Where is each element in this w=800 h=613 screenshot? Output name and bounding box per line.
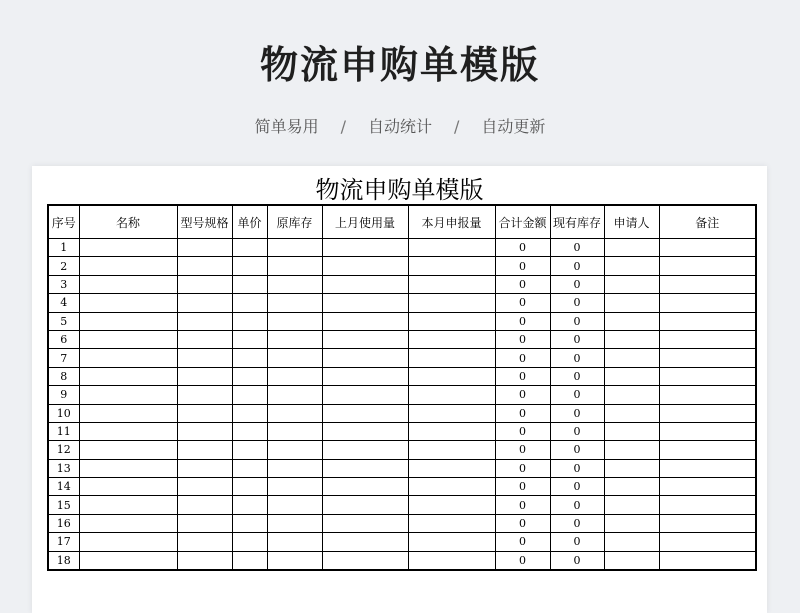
cell-this-month-request[interactable] bbox=[408, 386, 495, 404]
cell-model[interactable] bbox=[177, 441, 232, 459]
cell-original-stock[interactable] bbox=[267, 533, 322, 551]
cell-current-stock[interactable]: 0 bbox=[550, 422, 604, 440]
cell-total-amount[interactable]: 0 bbox=[495, 441, 550, 459]
cell-original-stock[interactable] bbox=[267, 257, 322, 275]
table-row bbox=[48, 514, 756, 532]
cell-original-stock[interactable] bbox=[267, 386, 322, 404]
cell-last-month-usage[interactable] bbox=[322, 367, 408, 385]
sheet-title: 物流申购单模版 bbox=[315, 176, 484, 204]
cell-current-stock[interactable]: 0 bbox=[550, 551, 604, 570]
cell-last-month-usage[interactable] bbox=[322, 514, 408, 532]
cell-applicant[interactable] bbox=[604, 349, 659, 367]
cell-total-amount[interactable]: 0 bbox=[495, 239, 550, 257]
cell-model[interactable] bbox=[177, 533, 232, 551]
cell-price[interactable] bbox=[232, 275, 267, 293]
cell-price[interactable] bbox=[232, 386, 267, 404]
cell-name[interactable] bbox=[79, 386, 177, 404]
cell-model[interactable] bbox=[177, 367, 232, 385]
table-row bbox=[48, 349, 756, 367]
cell-no[interactable]: 4 bbox=[48, 294, 79, 312]
cell-name[interactable] bbox=[79, 275, 177, 293]
cell-applicant[interactable] bbox=[604, 330, 659, 348]
cell-current-stock[interactable]: 0 bbox=[550, 367, 604, 385]
purchase-table bbox=[47, 204, 757, 571]
cell-no[interactable]: 11 bbox=[48, 422, 79, 440]
cell-model[interactable] bbox=[177, 478, 232, 496]
table-row bbox=[48, 459, 756, 477]
cell-this-month-request[interactable] bbox=[408, 404, 495, 422]
cell-total-amount[interactable]: 0 bbox=[495, 551, 550, 570]
cell-name[interactable] bbox=[79, 367, 177, 385]
cell-this-month-request[interactable] bbox=[408, 422, 495, 440]
cell-original-stock[interactable] bbox=[267, 330, 322, 348]
table-row bbox=[48, 239, 756, 257]
cell-model[interactable] bbox=[177, 551, 232, 570]
tag-separator: / bbox=[454, 117, 460, 136]
cell-applicant[interactable] bbox=[604, 441, 659, 459]
cell-model[interactable] bbox=[177, 349, 232, 367]
cell-applicant[interactable] bbox=[604, 496, 659, 514]
cell-name[interactable] bbox=[79, 459, 177, 477]
cell-remarks[interactable] bbox=[659, 257, 756, 275]
cell-last-month-usage[interactable] bbox=[322, 275, 408, 293]
cell-no[interactable]: 7 bbox=[48, 349, 79, 367]
cell-no[interactable]: 15 bbox=[48, 496, 79, 514]
col-header-last-month-usage[interactable]: 上月使用量 bbox=[322, 205, 408, 239]
cell-no[interactable]: 13 bbox=[48, 459, 79, 477]
cell-no[interactable]: 3 bbox=[48, 275, 79, 293]
cell-remarks[interactable] bbox=[659, 294, 756, 312]
cell-model[interactable] bbox=[177, 239, 232, 257]
cell-original-stock[interactable] bbox=[267, 367, 322, 385]
tagline bbox=[0, 114, 800, 137]
cell-applicant[interactable] bbox=[604, 514, 659, 532]
cell-current-stock[interactable]: 0 bbox=[550, 478, 604, 496]
cell-original-stock[interactable] bbox=[267, 514, 322, 532]
cell-total-amount[interactable]: 0 bbox=[495, 478, 550, 496]
cell-current-stock[interactable]: 0 bbox=[550, 514, 604, 532]
cell-remarks[interactable] bbox=[659, 533, 756, 551]
cell-no[interactable]: 2 bbox=[48, 257, 79, 275]
cell-remarks[interactable] bbox=[659, 551, 756, 570]
cell-total-amount[interactable]: 0 bbox=[495, 514, 550, 532]
cell-current-stock[interactable]: 0 bbox=[550, 294, 604, 312]
cell-price[interactable] bbox=[232, 441, 267, 459]
cell-last-month-usage[interactable] bbox=[322, 239, 408, 257]
cell-remarks[interactable] bbox=[659, 441, 756, 459]
cell-name[interactable] bbox=[79, 422, 177, 440]
cell-last-month-usage[interactable] bbox=[322, 349, 408, 367]
cell-no[interactable]: 14 bbox=[48, 478, 79, 496]
cell-applicant[interactable] bbox=[604, 422, 659, 440]
cell-price[interactable] bbox=[232, 422, 267, 440]
cell-current-stock[interactable]: 0 bbox=[550, 404, 604, 422]
cell-applicant[interactable] bbox=[604, 404, 659, 422]
cell-this-month-request[interactable] bbox=[408, 533, 495, 551]
cell-last-month-usage[interactable] bbox=[322, 257, 408, 275]
cell-this-month-request[interactable] bbox=[408, 441, 495, 459]
cell-original-stock[interactable] bbox=[267, 239, 322, 257]
cell-this-month-request[interactable] bbox=[408, 294, 495, 312]
cell-original-stock[interactable] bbox=[267, 275, 322, 293]
cell-original-stock[interactable] bbox=[267, 404, 322, 422]
cell-original-stock[interactable] bbox=[267, 441, 322, 459]
tag-easy: 简单易用 bbox=[254, 117, 319, 136]
cell-applicant[interactable] bbox=[604, 257, 659, 275]
cell-applicant[interactable] bbox=[604, 551, 659, 570]
cell-remarks[interactable] bbox=[659, 478, 756, 496]
col-header-model[interactable]: 型号规格 bbox=[177, 205, 232, 239]
cell-name[interactable] bbox=[79, 514, 177, 532]
table-row bbox=[48, 275, 756, 293]
cell-name[interactable] bbox=[79, 257, 177, 275]
cell-applicant[interactable] bbox=[604, 533, 659, 551]
table-row bbox=[48, 367, 756, 385]
cell-name[interactable] bbox=[79, 312, 177, 330]
cell-price[interactable] bbox=[232, 257, 267, 275]
cell-total-amount[interactable]: 0 bbox=[495, 367, 550, 385]
cell-total-amount[interactable]: 0 bbox=[495, 312, 550, 330]
col-header-original-stock[interactable]: 原库存 bbox=[267, 205, 322, 239]
cell-current-stock[interactable]: 0 bbox=[550, 496, 604, 514]
cell-price[interactable] bbox=[232, 478, 267, 496]
cell-this-month-request[interactable] bbox=[408, 330, 495, 348]
cell-current-stock[interactable]: 0 bbox=[550, 459, 604, 477]
header-row bbox=[48, 205, 756, 239]
cell-model[interactable] bbox=[177, 294, 232, 312]
table-row bbox=[48, 312, 756, 330]
cell-remarks[interactable] bbox=[659, 386, 756, 404]
cell-model[interactable] bbox=[177, 422, 232, 440]
table-row bbox=[48, 404, 756, 422]
cell-total-amount[interactable]: 0 bbox=[495, 257, 550, 275]
cell-this-month-request[interactable] bbox=[408, 367, 495, 385]
cell-original-stock[interactable] bbox=[267, 349, 322, 367]
cell-name[interactable] bbox=[79, 349, 177, 367]
cell-this-month-request[interactable] bbox=[408, 275, 495, 293]
cell-model[interactable] bbox=[177, 330, 232, 348]
cell-last-month-usage[interactable] bbox=[322, 441, 408, 459]
table-row bbox=[48, 478, 756, 496]
cell-total-amount[interactable]: 0 bbox=[495, 533, 550, 551]
cell-this-month-request[interactable] bbox=[408, 257, 495, 275]
cell-original-stock[interactable] bbox=[267, 312, 322, 330]
table-row bbox=[48, 330, 756, 348]
cell-no[interactable]: 5 bbox=[48, 312, 79, 330]
cell-last-month-usage[interactable] bbox=[322, 496, 408, 514]
cell-this-month-request[interactable] bbox=[408, 349, 495, 367]
cell-current-stock[interactable]: 0 bbox=[550, 257, 604, 275]
cell-this-month-request[interactable] bbox=[408, 239, 495, 257]
table-row bbox=[48, 257, 756, 275]
cell-model[interactable] bbox=[177, 459, 232, 477]
cell-original-stock[interactable] bbox=[267, 294, 322, 312]
cell-model[interactable] bbox=[177, 275, 232, 293]
cell-total-amount[interactable]: 0 bbox=[495, 404, 550, 422]
table-row bbox=[48, 422, 756, 440]
cell-price[interactable] bbox=[232, 330, 267, 348]
cell-price[interactable] bbox=[232, 312, 267, 330]
cell-last-month-usage[interactable] bbox=[322, 312, 408, 330]
cell-no[interactable]: 12 bbox=[48, 441, 79, 459]
cell-price[interactable] bbox=[232, 533, 267, 551]
col-header-applicant[interactable]: 申请人 bbox=[604, 205, 659, 239]
cell-remarks[interactable] bbox=[659, 330, 756, 348]
cell-total-amount[interactable]: 0 bbox=[495, 330, 550, 348]
cell-applicant[interactable] bbox=[604, 312, 659, 330]
col-header-no[interactable]: 序号 bbox=[48, 205, 79, 239]
cell-current-stock[interactable]: 0 bbox=[550, 330, 604, 348]
cell-this-month-request[interactable] bbox=[408, 551, 495, 570]
cell-model[interactable] bbox=[177, 257, 232, 275]
table-row bbox=[48, 551, 756, 570]
table-row bbox=[48, 294, 756, 312]
col-header-this-month-request[interactable]: 本月申报量 bbox=[408, 205, 495, 239]
cell-this-month-request[interactable] bbox=[408, 312, 495, 330]
cell-remarks[interactable] bbox=[659, 514, 756, 532]
cell-name[interactable] bbox=[79, 404, 177, 422]
cell-no[interactable]: 10 bbox=[48, 404, 79, 422]
cell-model[interactable] bbox=[177, 514, 232, 532]
cell-total-amount[interactable]: 0 bbox=[495, 422, 550, 440]
cell-total-amount[interactable]: 0 bbox=[495, 496, 550, 514]
cell-price[interactable] bbox=[232, 367, 267, 385]
cell-no[interactable]: 6 bbox=[48, 330, 79, 348]
cell-this-month-request[interactable] bbox=[408, 459, 495, 477]
cell-name[interactable] bbox=[79, 533, 177, 551]
cell-name[interactable] bbox=[79, 294, 177, 312]
cell-applicant[interactable] bbox=[604, 275, 659, 293]
cell-current-stock[interactable]: 0 bbox=[550, 533, 604, 551]
cell-total-amount[interactable]: 0 bbox=[495, 349, 550, 367]
cell-no[interactable]: 9 bbox=[48, 386, 79, 404]
cell-remarks[interactable] bbox=[659, 312, 756, 330]
cell-no[interactable]: 1 bbox=[48, 239, 79, 257]
cell-name[interactable] bbox=[79, 478, 177, 496]
cell-price[interactable] bbox=[232, 459, 267, 477]
cell-name[interactable] bbox=[79, 330, 177, 348]
cell-price[interactable] bbox=[232, 514, 267, 532]
tag-auto-stats: 自动统计 bbox=[367, 117, 432, 136]
cell-remarks[interactable] bbox=[659, 459, 756, 477]
cell-no[interactable]: 17 bbox=[48, 533, 79, 551]
cell-applicant[interactable] bbox=[604, 386, 659, 404]
spreadsheet-sheet bbox=[32, 166, 767, 613]
cell-remarks[interactable] bbox=[659, 496, 756, 514]
cell-no[interactable]: 16 bbox=[48, 514, 79, 532]
cell-last-month-usage[interactable] bbox=[322, 404, 408, 422]
cell-original-stock[interactable] bbox=[267, 422, 322, 440]
cell-current-stock[interactable]: 0 bbox=[550, 239, 604, 257]
cell-original-stock[interactable] bbox=[267, 496, 322, 514]
cell-total-amount[interactable]: 0 bbox=[495, 386, 550, 404]
cell-last-month-usage[interactable] bbox=[322, 459, 408, 477]
cell-total-amount[interactable]: 0 bbox=[495, 294, 550, 312]
cell-last-month-usage[interactable] bbox=[322, 294, 408, 312]
cell-price[interactable] bbox=[232, 239, 267, 257]
cell-current-stock[interactable]: 0 bbox=[550, 386, 604, 404]
cell-applicant[interactable] bbox=[604, 294, 659, 312]
page-title: 物流申购单模版 bbox=[259, 43, 540, 87]
cell-current-stock[interactable]: 0 bbox=[550, 312, 604, 330]
cell-remarks[interactable] bbox=[659, 422, 756, 440]
cell-last-month-usage[interactable] bbox=[322, 478, 408, 496]
table-row bbox=[48, 496, 756, 514]
col-header-price[interactable]: 单价 bbox=[232, 205, 267, 239]
cell-model[interactable] bbox=[177, 404, 232, 422]
table-row bbox=[48, 386, 756, 404]
cell-name[interactable] bbox=[79, 496, 177, 514]
cell-current-stock[interactable]: 0 bbox=[550, 349, 604, 367]
col-header-name[interactable]: 名称 bbox=[79, 205, 177, 239]
cell-original-stock[interactable] bbox=[267, 459, 322, 477]
cell-price[interactable] bbox=[232, 404, 267, 422]
cell-original-stock[interactable] bbox=[267, 551, 322, 570]
cell-this-month-request[interactable] bbox=[408, 496, 495, 514]
table-row bbox=[48, 533, 756, 551]
cell-remarks[interactable] bbox=[659, 239, 756, 257]
table-row bbox=[48, 441, 756, 459]
cell-model[interactable] bbox=[177, 496, 232, 514]
cell-last-month-usage[interactable] bbox=[322, 533, 408, 551]
cell-applicant[interactable] bbox=[604, 478, 659, 496]
cell-applicant[interactable] bbox=[604, 459, 659, 477]
cell-last-month-usage[interactable] bbox=[322, 551, 408, 570]
cell-remarks[interactable] bbox=[659, 275, 756, 293]
col-header-remarks[interactable]: 备注 bbox=[659, 205, 756, 239]
cell-total-amount[interactable]: 0 bbox=[495, 275, 550, 293]
cell-this-month-request[interactable] bbox=[408, 478, 495, 496]
cell-no[interactable]: 18 bbox=[48, 551, 79, 570]
cell-remarks[interactable] bbox=[659, 349, 756, 367]
cell-applicant[interactable] bbox=[604, 239, 659, 257]
cell-total-amount[interactable]: 0 bbox=[495, 459, 550, 477]
cell-remarks[interactable] bbox=[659, 367, 756, 385]
cell-price[interactable] bbox=[232, 349, 267, 367]
cell-price[interactable] bbox=[232, 496, 267, 514]
cell-last-month-usage[interactable] bbox=[322, 386, 408, 404]
col-header-current-stock[interactable]: 现有库存 bbox=[550, 205, 604, 239]
col-header-total-amount[interactable]: 合计金额 bbox=[495, 205, 550, 239]
cell-remarks[interactable] bbox=[659, 404, 756, 422]
cell-name[interactable] bbox=[79, 551, 177, 570]
cell-name[interactable] bbox=[79, 441, 177, 459]
cell-no[interactable]: 8 bbox=[48, 367, 79, 385]
cell-name[interactable] bbox=[79, 239, 177, 257]
cell-model[interactable] bbox=[177, 386, 232, 404]
tag-auto-update: 自动更新 bbox=[481, 117, 546, 136]
cell-current-stock[interactable]: 0 bbox=[550, 441, 604, 459]
cell-original-stock[interactable] bbox=[267, 478, 322, 496]
cell-model[interactable] bbox=[177, 312, 232, 330]
cell-applicant[interactable] bbox=[604, 367, 659, 385]
cell-last-month-usage[interactable] bbox=[322, 422, 408, 440]
cell-current-stock[interactable]: 0 bbox=[550, 275, 604, 293]
cell-price[interactable] bbox=[232, 294, 267, 312]
tag-separator: / bbox=[340, 117, 346, 136]
cell-last-month-usage[interactable] bbox=[322, 330, 408, 348]
cell-this-month-request[interactable] bbox=[408, 514, 495, 532]
cell-price[interactable] bbox=[232, 551, 267, 570]
